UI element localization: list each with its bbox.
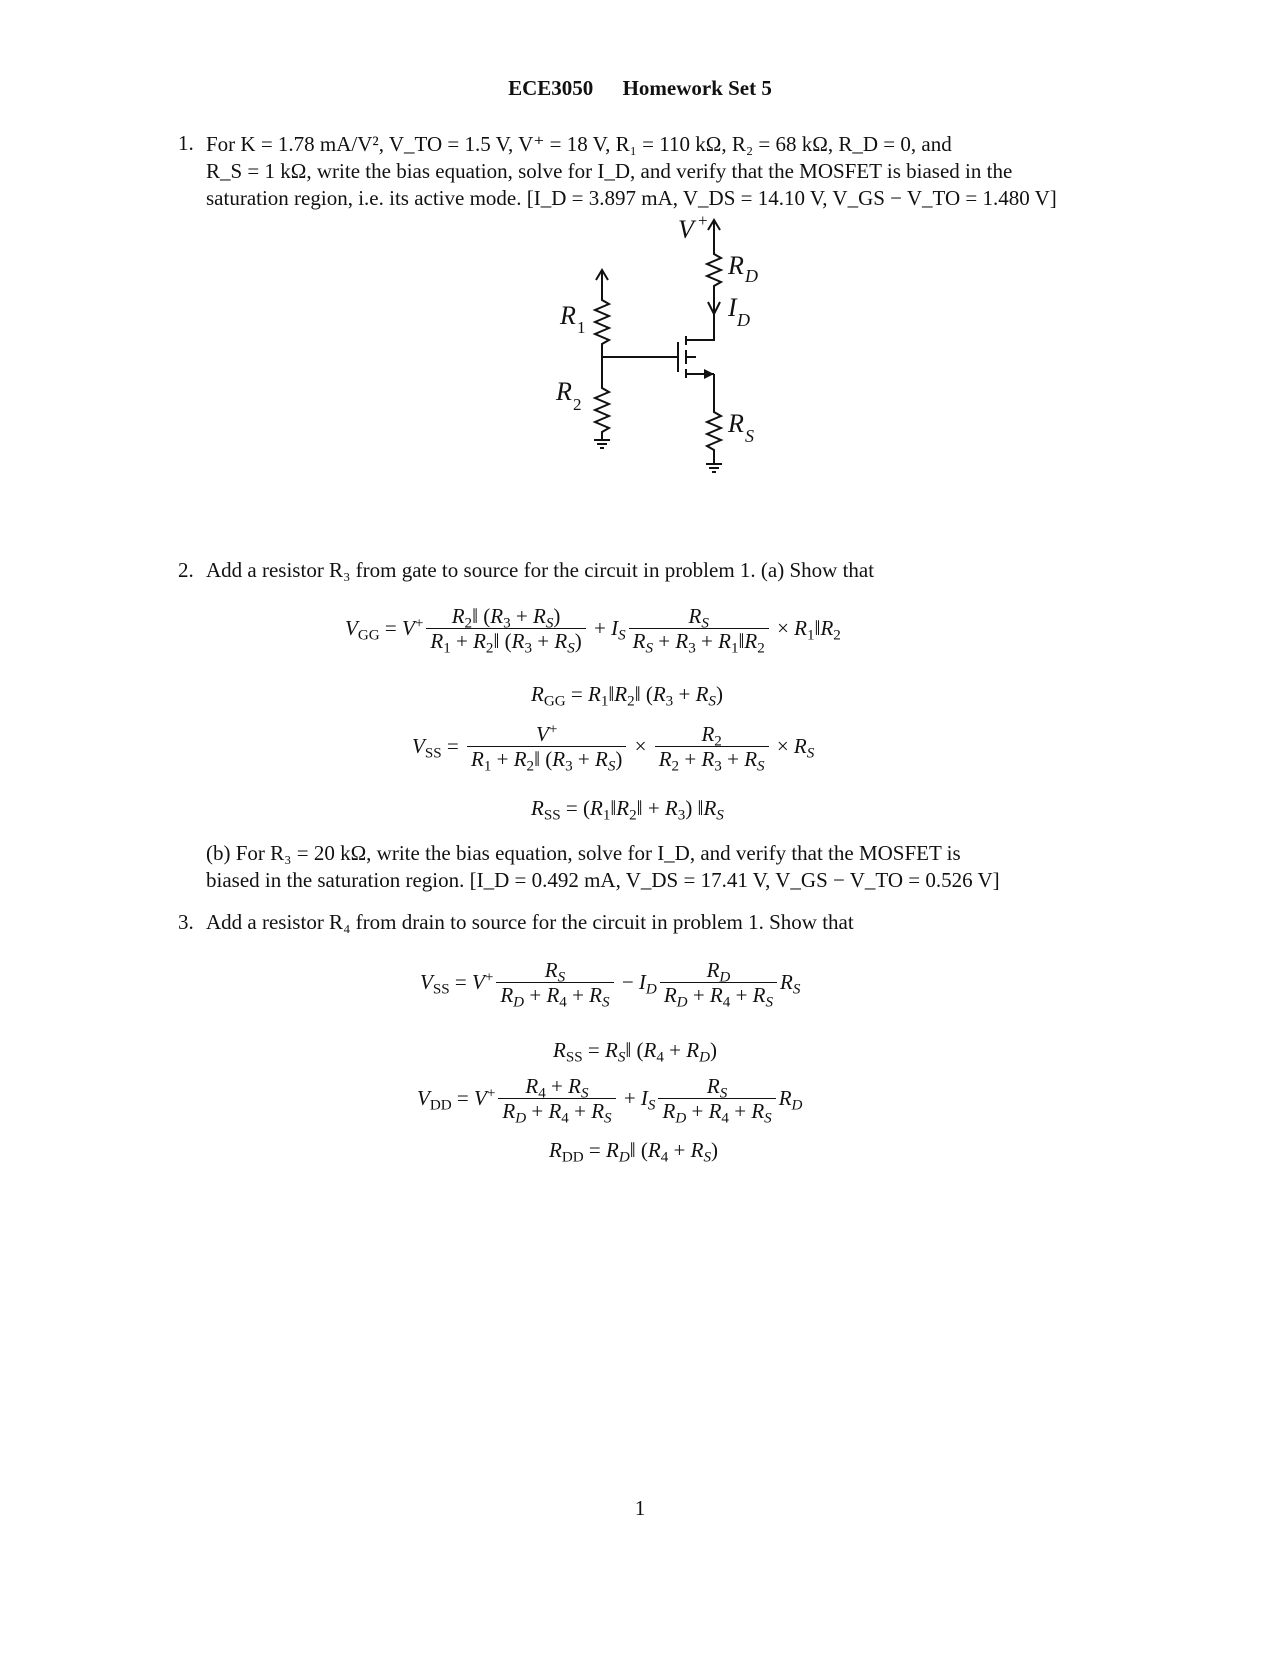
problem-1-line-1: For K = 1.78 mA/V², V_TO = 1.5 V, V⁺ = 18 V, R₁ = 110 kΩ, R₂ = 68 kΩ, R_D = 0, and xyxy=(206,132,952,156)
r1-label: R xyxy=(560,301,576,330)
homework-title: Homework Set 5 xyxy=(622,76,772,100)
source-arrow-icon xyxy=(704,369,714,379)
equation-rgg: $R_{GG}$ = $R_1‖R_2‖$ $(R_3 + R_S)$ xyxy=(531,682,723,710)
r1-resistor xyxy=(595,292,609,357)
problem-3-number: 3. xyxy=(178,910,194,934)
problem-2-part-b xyxy=(206,840,1000,894)
problem-2-part-b-line-1: (b) For R₃ = 20 kΩ, write the bias equation, solve for I_D, and verify that the MOSFET is xyxy=(206,841,961,865)
rd-resistor xyxy=(707,250,721,290)
r2-resistor xyxy=(595,382,609,440)
r1-supply-arrow xyxy=(596,270,608,292)
page-number: 1 xyxy=(634,1496,646,1520)
r1-sub: 1 xyxy=(577,318,586,337)
drain-current-arrow xyxy=(708,290,720,334)
r2-ground-icon xyxy=(594,440,610,448)
r2-label: R xyxy=(556,377,572,406)
problem-2-intro: Add a resistor R₃ from gate to source for the circuit in problem 1. (a) Show that xyxy=(206,558,875,582)
equation-rdd: $R_{DD}$ = $R_D‖$ $(R_4 + R_S)$ xyxy=(549,1138,719,1166)
page-title xyxy=(0,76,1280,101)
id-sub: D xyxy=(737,310,750,330)
problem-1-text xyxy=(206,131,1124,212)
problem-1-line-3: saturation region, i.e. its active mode. [I_D = 3.897 mA, V_DS = 14.10 V, V_GS − V_TO = 1.480 V] xyxy=(206,186,1057,210)
problem-2-number: 2. xyxy=(178,558,194,582)
r2-sub: 2 xyxy=(573,395,582,414)
equation-vss-p3: $V_{SS} = V^+$ $\frac{R_S}{R_D + R_4 + R_S}$ − $I_D$ $\frac{R_D}{R_D + R_4 + R_S}$ $R_S$ xyxy=(420,958,801,1011)
rs-resistor xyxy=(707,408,721,464)
problem-1-line-2: R_S = 1 kΩ, write the bias equation, solve for I_D, and verify that the MOSFET is biased in the xyxy=(206,159,1013,183)
vplus-label: V xyxy=(678,215,694,244)
equation-vdd: $V_{DD} = V^+$ $\frac{R_4 + R_S}{R_D + R_4 + R_S}$ + $I_S$ $\frac{R_S}{R_D + R_4 + R_S}$ $R_D$ xyxy=(417,1074,803,1127)
equation-vgg: $V_{GG} = V^+$ $\frac{R_2‖ (R_3 + R_S)}{R_1 + R_2‖ (R_3 + R_S)}$ + $I_S$ $\frac{R_S}{R_S + R_3 + R_1‖R_2}$ × $R_1‖R_2$ xyxy=(345,604,841,657)
mosfet-bias-circuit xyxy=(556,211,820,512)
rs-label: R xyxy=(728,409,744,438)
problem-3-intro: Add a resistor R₄ from drain to source for the circuit in problem 1. Show that xyxy=(206,910,854,934)
drain-supply-arrow xyxy=(708,220,720,250)
problem-2-part-b-line-2: biased in the saturation region. [I_D = 0.492 mA, V_DS = 17.41 V, V_GS − V_TO = 0.526 V] xyxy=(206,868,1000,892)
rs-ground-icon xyxy=(706,464,722,472)
rd-sub: D xyxy=(745,266,758,286)
equation-rss-p2: $R_{SS}$ = $(R_1‖R_2‖ + R_3)$ $‖R_S$ xyxy=(531,796,724,824)
course-code: ECE3050 xyxy=(508,76,594,100)
vplus-sup: + xyxy=(698,211,708,230)
problem-1-number: 1. xyxy=(178,131,194,155)
equation-vss-p2: $V_{SS}$ = $\frac{V^+}{R_1 + R_2‖ (R_3 + R_S)}$ × $\frac{R_2}{R_2 + R_3 + R_S}$ × $R_S$ xyxy=(412,721,815,775)
rs-sub: S xyxy=(745,426,754,446)
id-label: I xyxy=(728,293,737,322)
equation-rss-p3: $R_{SS}$ = $R_S‖$ $(R_4 + R_D)$ xyxy=(553,1038,717,1066)
rd-label: R xyxy=(728,251,744,280)
